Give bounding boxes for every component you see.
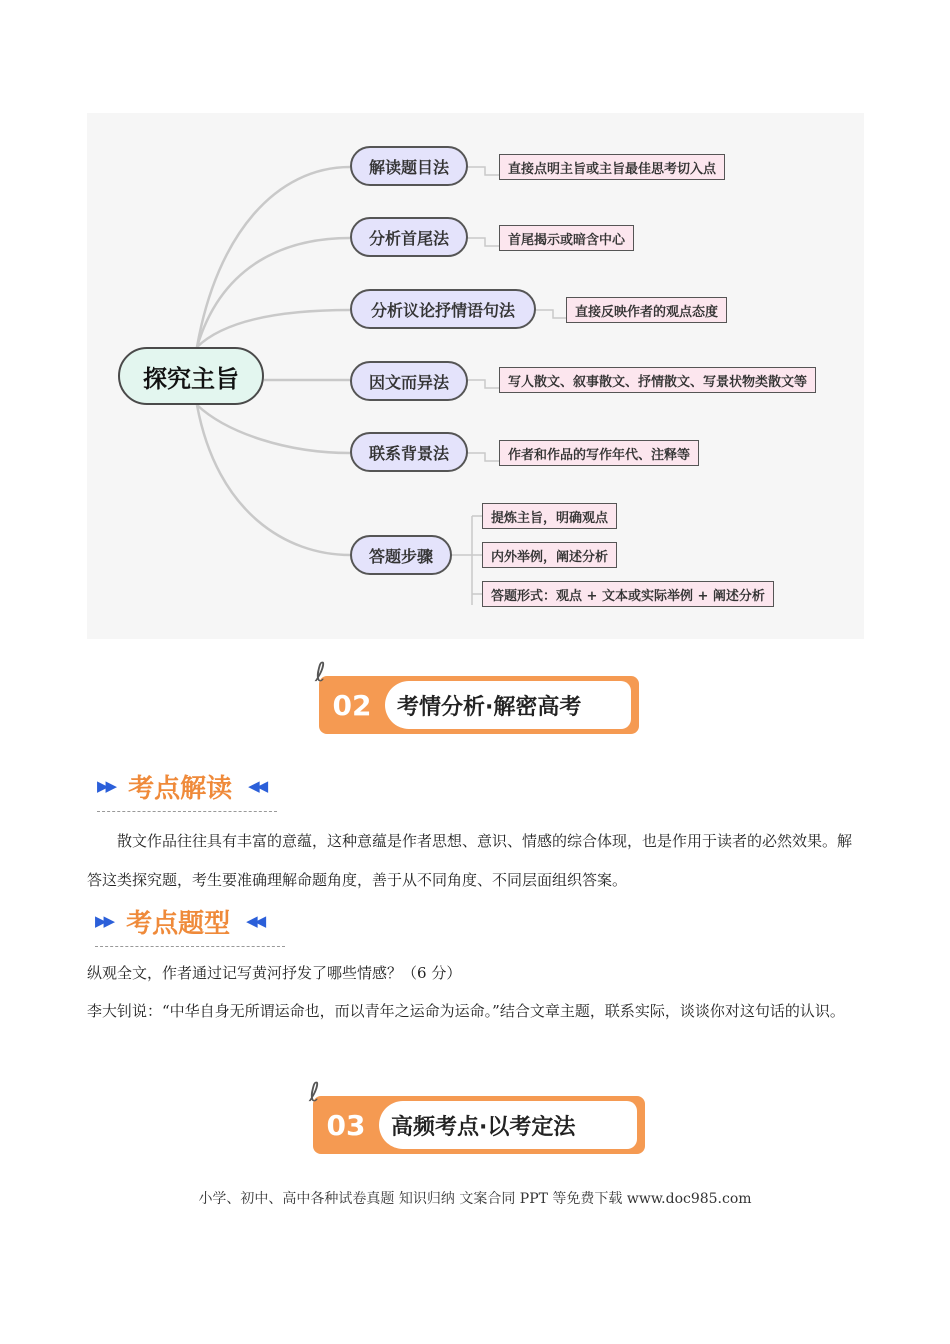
section-banner-03: [309, 1078, 645, 1156]
leaf-by-genre-method: 写人散文、叙事散文、抒情散文、写景状物类散文等: [499, 367, 816, 393]
leaf-argument-lyric-method: 直接反映作者的观点态度: [566, 297, 727, 323]
arrow-right-icon: ▶▶: [95, 912, 113, 930]
arrow-left-icon: ◀◀: [248, 777, 266, 795]
leaf-answer-step-1: 提炼主旨，明确观点: [482, 503, 617, 529]
dashed-underline: [95, 946, 285, 947]
page-footer: 小学、初中、高中各种试卷真题 知识归纳 文案合同 PPT 等免费下载 www.doc985.com: [198, 1191, 752, 1207]
branch-argument-lyric-method: 分析议论抒情语句法: [350, 289, 536, 329]
leaf-head-tail-method: 首尾揭示或暗含中心: [499, 225, 634, 251]
section-heading-text: 考点题型: [126, 908, 231, 939]
branch-background-method: 联系背景法: [350, 432, 468, 472]
mindmap-root: 探究主旨: [118, 347, 264, 405]
section-heading-question-types: [95, 901, 263, 941]
question-1: 纵观全文，作者通过记写黄河抒发了哪些情感？（6 分）: [87, 964, 462, 982]
branch-answer-steps: 答题步骤: [350, 535, 452, 575]
branch-by-genre-method: 因文而异法: [350, 361, 468, 401]
dashed-underline: [97, 811, 277, 812]
section-banner-02: [315, 658, 639, 736]
branch-head-tail-method: 分析首尾法: [350, 217, 468, 257]
leaf-answer-step-3: 答题形式：观点 + 文本或实际举例 + 阐述分析: [482, 581, 774, 607]
analysis-paragraph: 散文作品往往具有丰富的意蕴，这种意蕴是作者思想、意识、情感的综合体现，也是作用于读者的必然效果。解答这类探究题，考生要准确理解命题角度，善于从不同角度、不同层面组织答案。: [87, 832, 853, 889]
leaf-answer-step-2: 内外举例，阐述分析: [482, 542, 617, 568]
mindmap: [87, 113, 864, 639]
section-heading-text: 考点解读: [128, 773, 233, 804]
leaf-background-method: 作者和作品的写作年代、注释等: [499, 440, 699, 466]
section-heading-analysis: [97, 766, 265, 806]
question-2: 李大钊说：“中华自身无所谓运命也，而以青年之运命为运命。”结合文章主题，联系实际，谈谈你对这句话的认识。: [87, 1002, 845, 1020]
arrow-left-icon: ◀◀: [246, 912, 264, 930]
banner-number: 03: [326, 1108, 366, 1142]
branch-title-method: 解读题目法: [350, 146, 468, 186]
banner-title: 高频考点·以考定法: [379, 1101, 637, 1149]
leaf-title-method: 直接点明主旨或主旨最佳思考切入点: [499, 154, 725, 180]
banner-title: 考情分析·解密高考: [385, 681, 631, 729]
arrow-right-icon: ▶▶: [97, 777, 115, 795]
curl-decoration-icon: ℓ: [315, 658, 326, 688]
banner-number: 02: [332, 688, 372, 722]
curl-decoration-icon: ℓ: [309, 1078, 320, 1108]
